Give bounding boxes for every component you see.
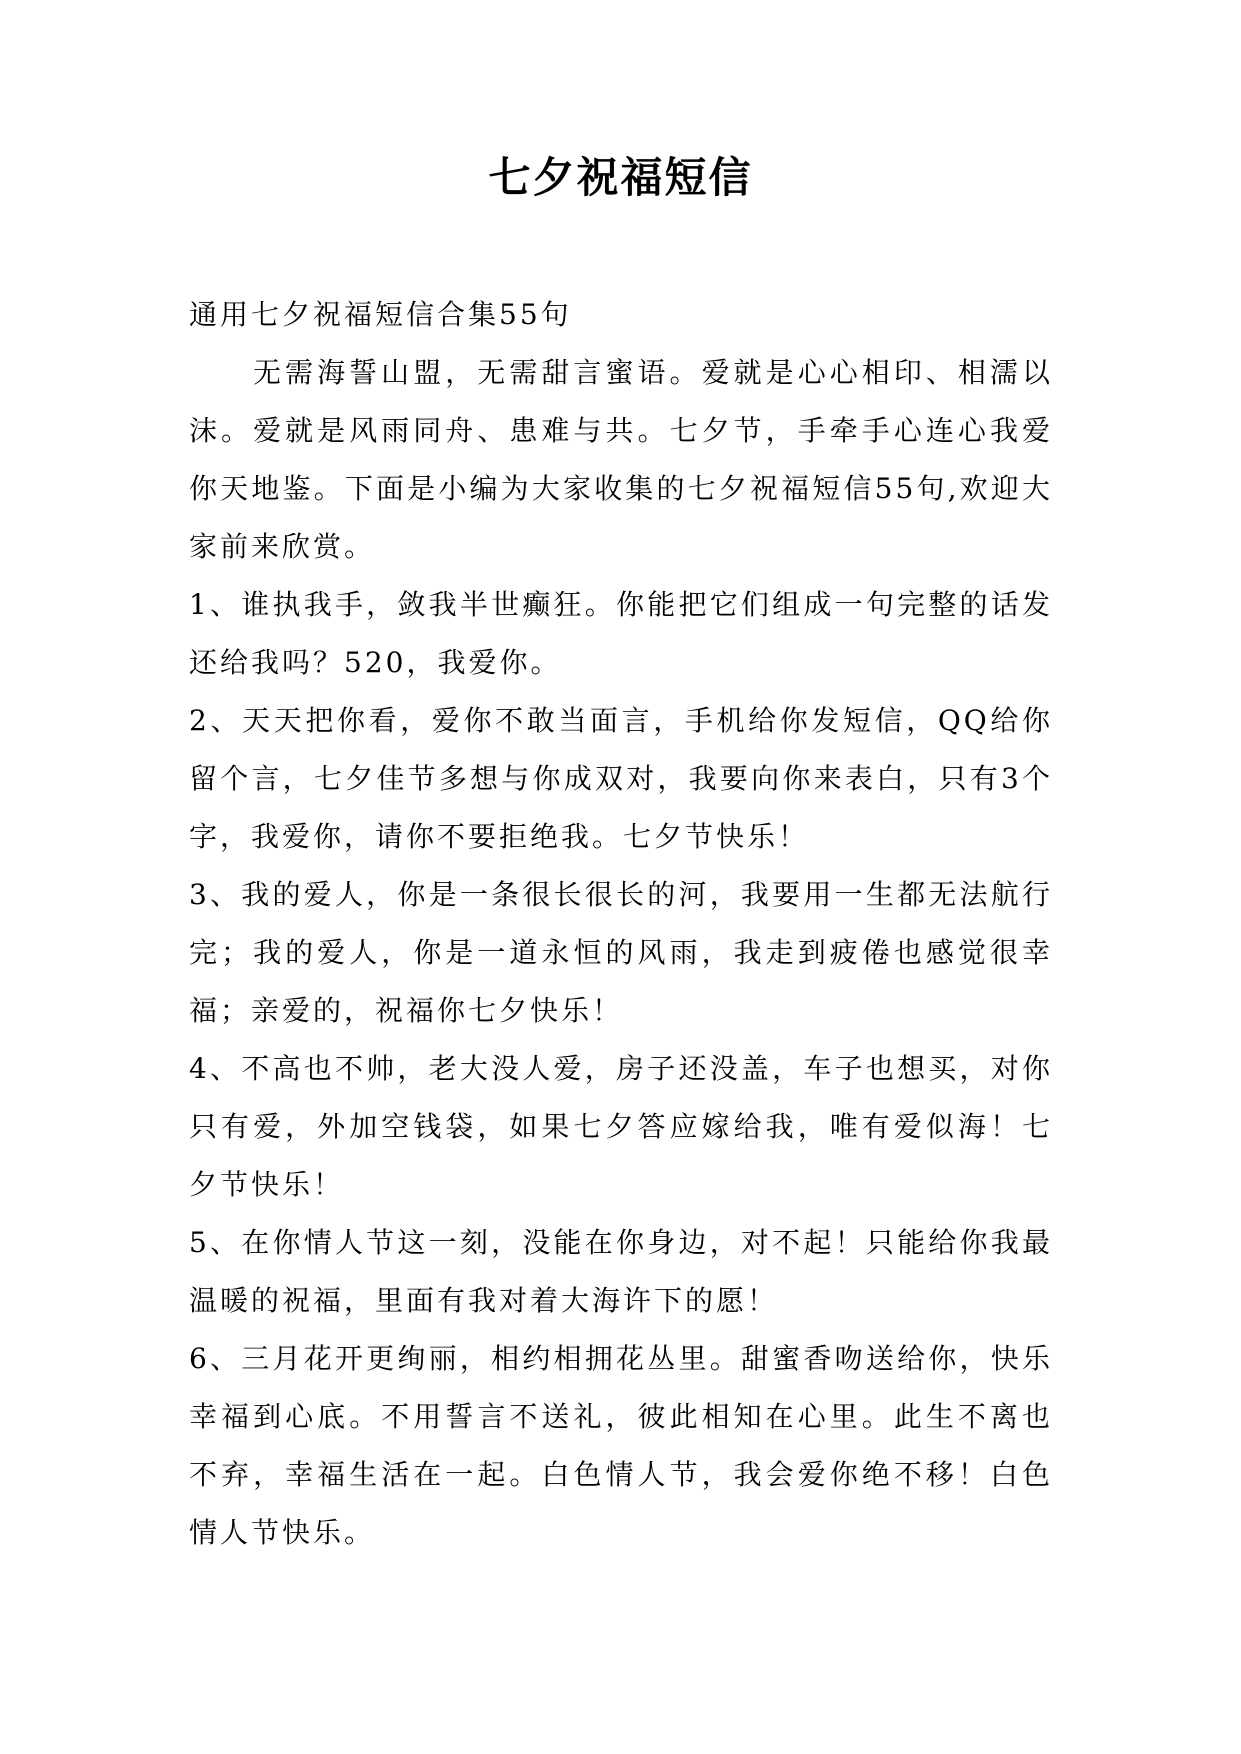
list-item: 1、谁执我手，敛我半世癫狂。你能把它们组成一句完整的话发还给我吗？520，我爱你。 [189, 588, 1053, 679]
list-item: 3、我的爱人，你是一条很长很长的河，我要用一生都无法航行完；我的爱人，你是一道永恒的风雨，我走到疲倦也感觉很幸福；亲爱的，祝福你七夕快乐！ [189, 878, 1053, 1027]
intro-paragraph: 无需海誓山盟，无需甜言蜜语。爱就是心心相印、相濡以沫。爱就是风雨同舟、患难与共。七夕节，手牵手心连心我爱你天地鉴。下面是小编为大家收集的七夕祝福短信55句,欢迎大家前来欣赏。 [189, 356, 1053, 563]
list-item: 6、三月花开更绚丽，相约相拥花丛里。甜蜜香吻送给你，快乐幸福到心底。不用誓言不送礼，彼此相知在心里。此生不离也不弃，幸福生活在一起。白色情人节，我会爱你绝不移！白色情人节快乐。 [189, 1342, 1053, 1549]
document-title: 七夕祝福短信 [488, 153, 753, 202]
document-body [189, 286, 1053, 1562]
document-subtitle: 通用七夕祝福短信合集55句 [189, 298, 572, 331]
list-item: 4、不高也不帅，老大没人爱，房子还没盖，车子也想买，对你只有爱，外加空钱袋，如果七夕答应嫁给我，唯有爱似海！七夕节快乐！ [189, 1052, 1053, 1201]
list-item: 5、在你情人节这一刻，没能在你身边，对不起！只能给你我最温暖的祝福，里面有我对着大海许下的愿！ [189, 1226, 1053, 1317]
list-item: 2、天天把你看，爱你不敢当面言，手机给你发短信，QQ给你留个言，七夕佳节多想与你成双对，我要向你来表白，只有3个字，我爱你，请你不要拒绝我。七夕节快乐！ [189, 704, 1053, 853]
